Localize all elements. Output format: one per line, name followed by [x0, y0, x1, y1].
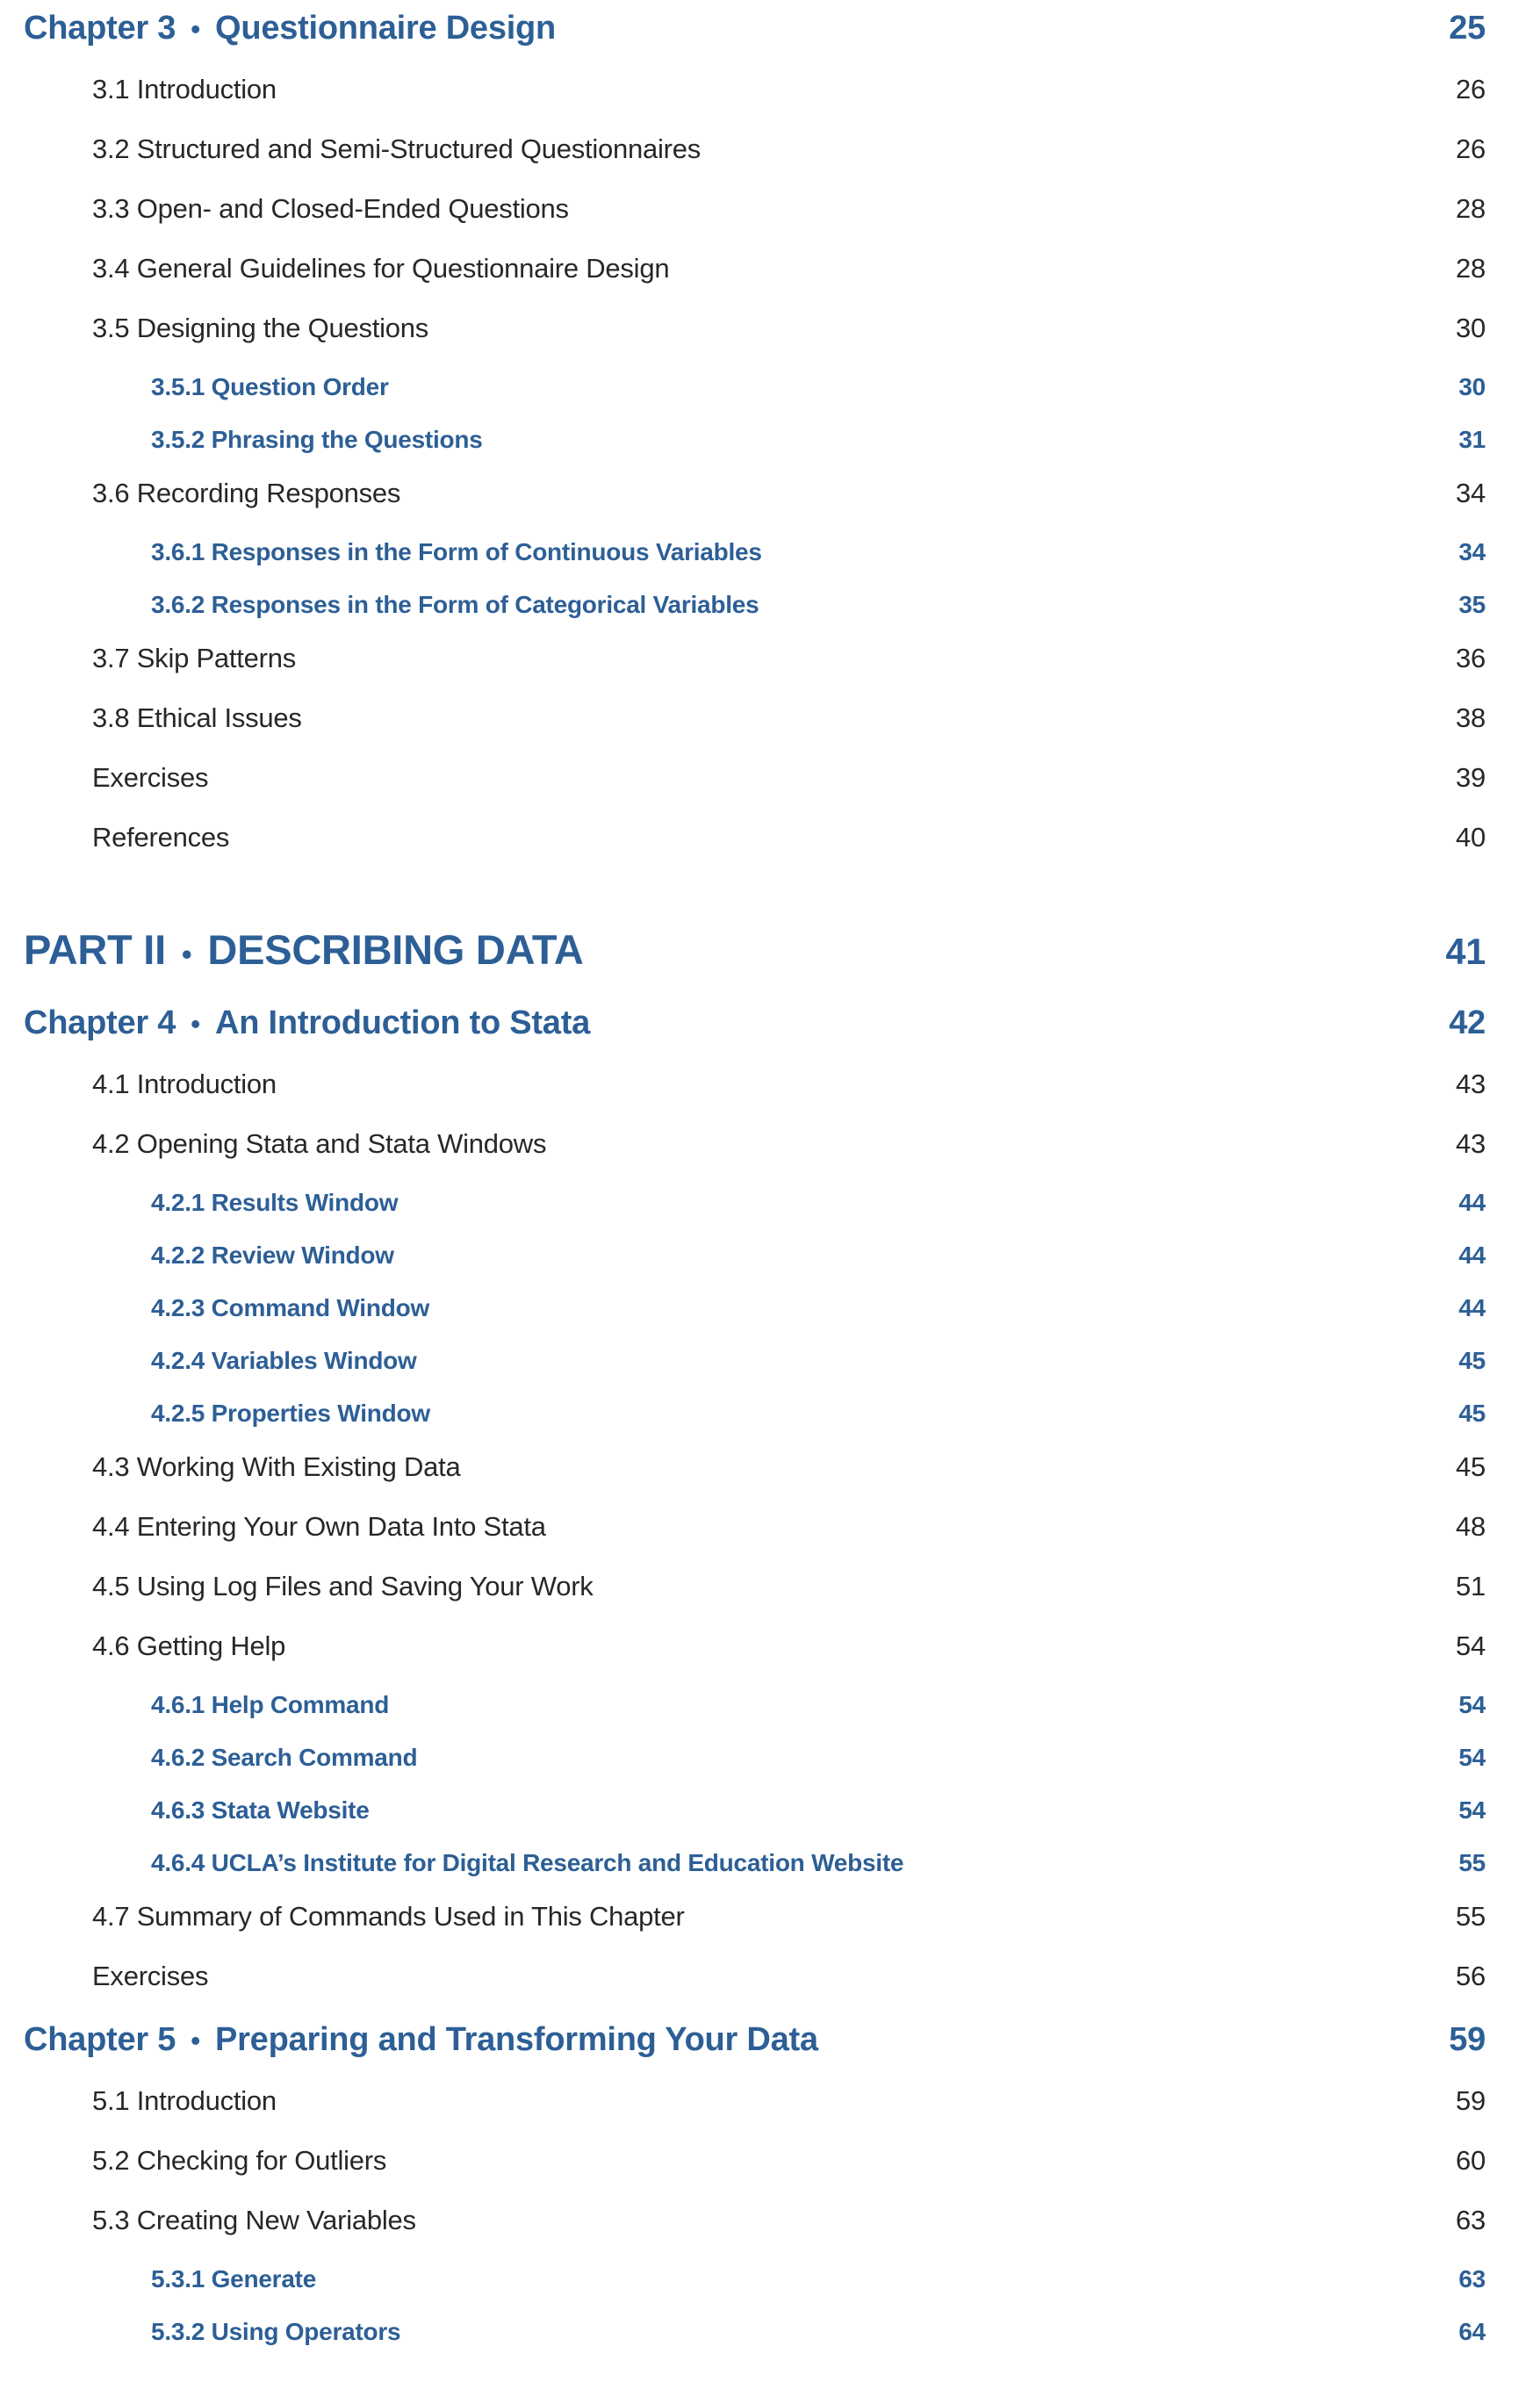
toc-page-number: 26 — [1455, 133, 1486, 164]
toc-entry-l2[interactable] — [24, 2317, 1486, 2346]
toc-entry-l1[interactable] — [24, 1961, 1486, 1992]
toc-entry-label: PART II — [24, 926, 166, 973]
toc-entry-title: 4.4 Entering Your Own Data Into Stata — [92, 1511, 546, 1542]
toc-page-number: 25 — [1449, 10, 1486, 47]
toc-entry-title: Exercises — [92, 1961, 209, 1991]
toc-entry-l1[interactable] — [24, 193, 1486, 225]
toc-entry-l2[interactable] — [24, 1188, 1486, 1217]
toc-entry-label: Chapter 4 — [24, 1004, 176, 1041]
toc-entry-l2[interactable] — [24, 2264, 1486, 2293]
toc-page-number: 59 — [1455, 2085, 1486, 2116]
toc-entry-l1[interactable] — [24, 702, 1486, 734]
toc-page-number: 42 — [1449, 1004, 1486, 1041]
toc-entry-title: 3.6.1 Responses in the Form of Continuous Variables — [151, 538, 762, 565]
toc-entry-title: 4.2.1 Results Window — [151, 1189, 399, 1216]
toc-page-number: 28 — [1455, 253, 1486, 284]
toc-entry-chapter[interactable] — [24, 1004, 1486, 1044]
toc-page-number: 36 — [1455, 643, 1486, 673]
toc-page-number: 48 — [1455, 1511, 1486, 1542]
toc-entry-l2[interactable] — [24, 1690, 1486, 1719]
toc-entry-title: 5.2 Checking for Outliers — [92, 2145, 387, 2176]
toc-page-number: 63 — [1458, 2265, 1486, 2292]
toc-entry-title: 4.6.3 Stata Website — [151, 1796, 370, 1824]
toc-entry-title: 4.3 Working With Existing Data — [92, 1451, 461, 1482]
toc-entry-title — [24, 1004, 1415, 1044]
bullet-separator-icon: • — [191, 14, 200, 45]
toc-page-number: 40 — [1455, 822, 1486, 853]
bullet-separator-icon: • — [191, 1009, 200, 1040]
toc-entry-l2[interactable] — [24, 1796, 1486, 1825]
toc-entry-l1[interactable] — [24, 762, 1486, 794]
toc-entry-title: 3.5.1 Question Order — [151, 373, 389, 400]
toc-entry-title: 3.3 Open- and Closed-Ended Questions — [92, 193, 569, 224]
toc-entry-l2[interactable] — [24, 1241, 1486, 1270]
toc-entry-title: 4.2 Opening Stata and Stata Windows — [92, 1128, 547, 1159]
toc-entry-title: 5.1 Introduction — [92, 2085, 277, 2116]
toc-entry-title: 5.3.2 Using Operators — [151, 2318, 401, 2345]
toc-entry-chapter[interactable] — [24, 9, 1486, 49]
toc-entry-l1[interactable] — [24, 1069, 1486, 1100]
toc-entry-l1[interactable] — [24, 2085, 1486, 2117]
toc-entry-l1[interactable] — [24, 313, 1486, 344]
toc-entry-l1[interactable] — [24, 1511, 1486, 1543]
toc-page-number: 55 — [1455, 1901, 1486, 1932]
bullet-separator-icon: • — [182, 938, 192, 970]
toc-entry-title: 4.1 Introduction — [92, 1069, 277, 1099]
toc-page-number: 56 — [1455, 1961, 1486, 1991]
toc-entry-title: 4.6.2 Search Command — [151, 1744, 418, 1771]
bullet-separator-icon: • — [191, 2026, 200, 2056]
toc-entry-l1[interactable] — [24, 2145, 1486, 2177]
toc-page-number: 34 — [1458, 538, 1486, 565]
toc-entry-l1[interactable] — [24, 253, 1486, 284]
toc-entry-title: 4.6.1 Help Command — [151, 1691, 390, 1718]
toc-entry-l2[interactable] — [24, 425, 1486, 454]
toc-page-number: 54 — [1458, 1691, 1486, 1718]
toc-entry-l1[interactable] — [24, 1451, 1486, 1483]
toc-page-number: 39 — [1455, 762, 1486, 793]
toc-page-number: 63 — [1455, 2205, 1486, 2235]
toc-entry-l1[interactable] — [24, 74, 1486, 105]
toc-entry-l2[interactable] — [24, 1346, 1486, 1375]
toc-entry-label: Chapter 5 — [24, 2021, 176, 2058]
toc-entry-l2[interactable] — [24, 1399, 1486, 1428]
toc-entry-title: 5.3.1 Generate — [151, 2265, 317, 2292]
toc-entry-title: 4.6 Getting Help — [92, 1630, 286, 1661]
toc-entry-l1[interactable] — [24, 1901, 1486, 1933]
toc-entry-l2[interactable] — [24, 372, 1486, 401]
toc-entry-l2[interactable] — [24, 1848, 1486, 1877]
toc-entry-title: 4.6.4 UCLA’s Institute for Digital Research and Education Website — [151, 1849, 904, 1876]
toc-entry-title: 4.2.5 Properties Window — [151, 1400, 430, 1427]
toc-entry-title: 3.6.2 Responses in the Form of Categorical Variables — [151, 591, 759, 618]
toc-entry-l2[interactable] — [24, 537, 1486, 566]
toc-page-number: 28 — [1455, 193, 1486, 224]
toc-entry-l2[interactable] — [24, 1293, 1486, 1322]
toc-page-number: 30 — [1455, 313, 1486, 343]
toc-page-number: 30 — [1458, 373, 1486, 400]
toc-entry-title: 3.8 Ethical Issues — [92, 702, 302, 733]
toc-entry-title: 3.4 General Guidelines for Questionnaire Design — [92, 253, 670, 284]
toc-page-number: 34 — [1455, 478, 1486, 508]
toc-entry-title: References — [92, 822, 230, 853]
toc-page-number: 26 — [1455, 74, 1486, 104]
toc-entry-title: 3.5.2 Phrasing the Questions — [151, 426, 483, 453]
toc-entry-part[interactable] — [24, 927, 1486, 977]
toc-entry-l1[interactable] — [24, 1128, 1486, 1160]
toc-page-number: 38 — [1455, 702, 1486, 733]
toc-entry-l1[interactable] — [24, 643, 1486, 674]
toc-page-number: 54 — [1458, 1796, 1486, 1824]
toc-page-number: 43 — [1455, 1069, 1486, 1099]
toc-entry-title — [24, 9, 1415, 49]
toc-entry-title: 4.2.2 Review Window — [151, 1242, 394, 1269]
toc-entry-title-text: Preparing and Transforming Your Data — [215, 2021, 818, 2058]
toc-entry-title-text: DESCRIBING DATA — [207, 926, 584, 973]
toc-page-number: 55 — [1458, 1849, 1486, 1876]
toc-entry-title: 3.7 Skip Patterns — [92, 643, 296, 673]
toc-entry-title: 4.7 Summary of Commands Used in This Chapter — [92, 1901, 685, 1932]
toc-entry-l2[interactable] — [24, 1743, 1486, 1772]
toc-entry-title: 4.2.3 Command Window — [151, 1294, 429, 1321]
toc-page-number: 45 — [1458, 1400, 1486, 1427]
toc-entry-l1[interactable] — [24, 1571, 1486, 1602]
toc-entry-title: 3.2 Structured and Semi-Structured Questionnaires — [92, 133, 701, 164]
toc-page-number: 44 — [1458, 1294, 1486, 1321]
toc-page-number: 44 — [1458, 1242, 1486, 1269]
toc-entry-title: Exercises — [92, 762, 209, 793]
toc-entry-title-text: An Introduction to Stata — [215, 1004, 591, 1041]
toc-page-number: 64 — [1458, 2318, 1486, 2345]
toc-page-number: 44 — [1458, 1189, 1486, 1216]
toc-entry-l1[interactable] — [24, 478, 1486, 509]
toc-entry-title: 3.6 Recording Responses — [92, 478, 401, 508]
toc-page-number: 43 — [1455, 1128, 1486, 1159]
toc-entry-title-text: Questionnaire Design — [215, 10, 556, 47]
toc-entry-l1[interactable] — [24, 2205, 1486, 2236]
toc-page-number: 45 — [1455, 1451, 1486, 1482]
toc-entry-l1[interactable] — [24, 822, 1486, 853]
toc-page-number: 31 — [1458, 426, 1486, 453]
toc-entry-title: 4.5 Using Log Files and Saving Your Work — [92, 1571, 594, 1601]
toc-entry-l1[interactable] — [24, 133, 1486, 165]
toc-entry-label: Chapter 3 — [24, 10, 176, 47]
toc-entry-title: 4.2.4 Variables Window — [151, 1347, 417, 1374]
toc-page-number: 59 — [1449, 2021, 1486, 2058]
toc-page-number: 54 — [1455, 1630, 1486, 1661]
toc-page-number: 51 — [1455, 1571, 1486, 1601]
toc-entry-chapter[interactable] — [24, 2020, 1486, 2061]
toc-entry-title: 5.3 Creating New Variables — [92, 2205, 416, 2235]
toc-page-number: 54 — [1458, 1744, 1486, 1771]
toc-entry-title: 3.5 Designing the Questions — [92, 313, 428, 343]
toc-page-number: 45 — [1458, 1347, 1486, 1374]
toc-entry-l1[interactable] — [24, 1630, 1486, 1662]
toc-page-number: 41 — [1445, 932, 1486, 972]
toc-entry-title — [24, 2020, 1415, 2061]
toc-page-number: 35 — [1458, 591, 1486, 618]
toc-entry-title: 3.1 Introduction — [92, 74, 277, 104]
toc-page-number: 60 — [1455, 2145, 1486, 2176]
toc-entry-l2[interactable] — [24, 590, 1486, 619]
toc-entry-title — [24, 927, 1415, 977]
